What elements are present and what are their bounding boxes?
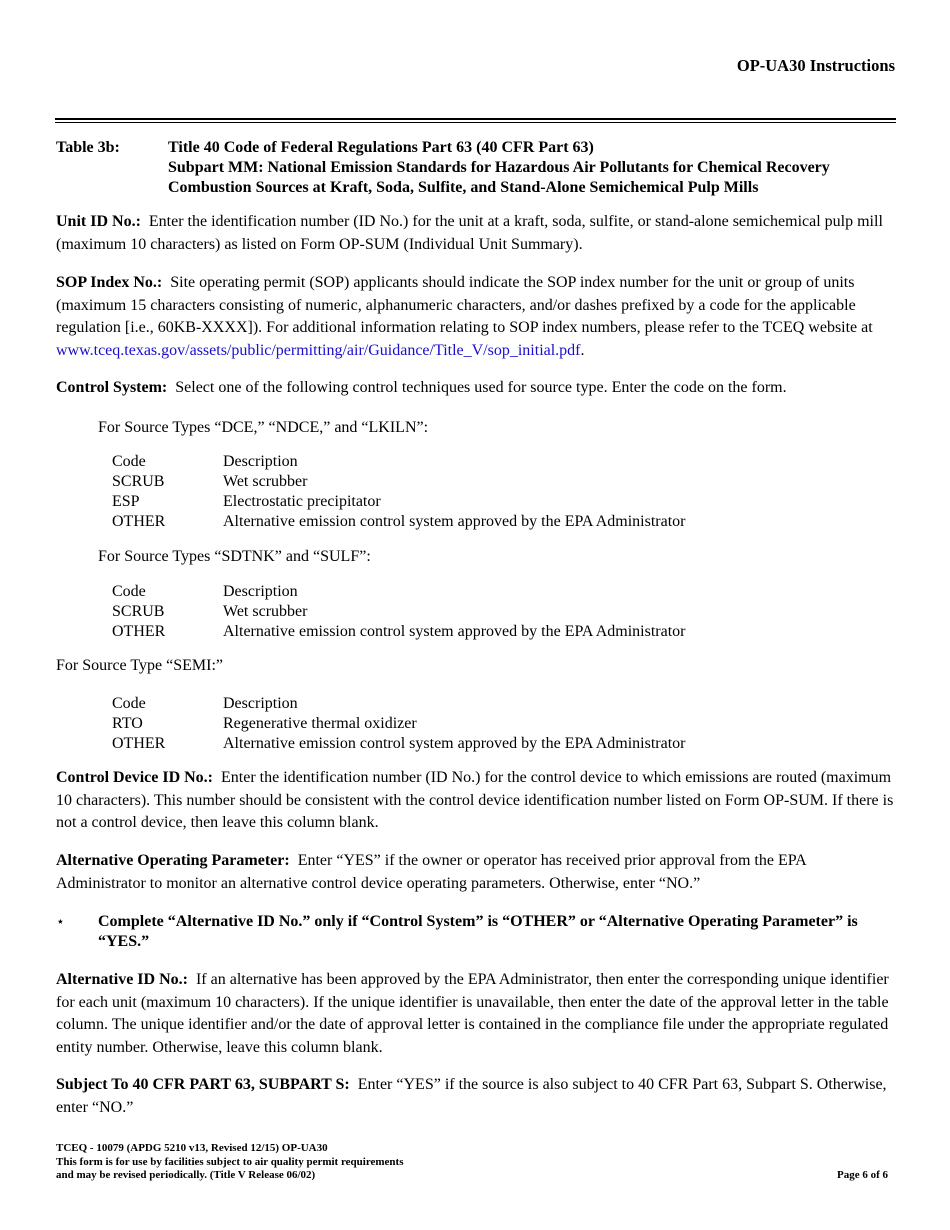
- control-system-text: Select one of the following control techniques used for source type. Enter the code on the form.: [175, 379, 787, 396]
- alt-id-paragraph: [56, 969, 898, 1059]
- code-table-header: [112, 452, 812, 472]
- table-title-line: Subpart MM: National Emission Standards for Hazardous Air Pollutants for Chemical Recovery: [168, 159, 830, 176]
- code-column-header: Code: [112, 453, 146, 470]
- code-row: [112, 734, 812, 754]
- code-row: [112, 622, 812, 642]
- code-cell: OTHER: [112, 735, 166, 752]
- control-system-paragraph: [56, 377, 898, 400]
- page-number: Page 6 of 6: [836, 1169, 888, 1181]
- alt-id-text: If an alternative has been approved by the EPA Administrator, then enter the corresponding unique identifier for each unit (maximum 10 characters). If the unique identifier is unavailable, then enter the date of the approval letter in the table column. The unique identifier and/or the date of approval letter is contained in the compliance file under the appropriate regulated entity number. Otherwise, leave this column blank.: [56, 971, 889, 1056]
- header-rule-thin: [55, 122, 896, 123]
- code-table: [112, 582, 812, 642]
- table-label: Table 3b:: [56, 139, 120, 156]
- description-cell: Alternative emission control system approved by the EPA Administrator: [223, 735, 686, 752]
- sop-index-text: Site operating permit (SOP) applicants should indicate the SOP index number for the unit or group of units (maximum 15 characters consisting of numeric, alphanumeric characters, and/or dashes prefixed by a code for the applicable regulation [i.e., 60KB-XXXX]). For additional information relating to SOP index numbers, please refer to the TCEQ website at: [56, 274, 873, 336]
- code-row: [112, 602, 812, 622]
- footer-line: and may be revised periodically. (Title V Release 06/02): [56, 1169, 316, 1181]
- control-system-label: Control System:: [56, 379, 168, 396]
- alt-param-text: Enter “YES” if the owner or operator has received prior approval from the EPA Administrator to monitor an alternative control device operating parameters. Otherwise, enter “NO.”: [56, 852, 806, 892]
- unit-id-label: Unit ID No.:: [56, 213, 141, 230]
- control-device-paragraph: [56, 767, 898, 835]
- source-group-heading: For Source Types “SDTNK” and “SULF”:: [98, 548, 371, 565]
- code-cell: SCRUB: [112, 603, 165, 620]
- code-table-header: [112, 582, 812, 602]
- subpart-s-text: Enter “YES” if the source is also subject to 40 CFR Part 63, Subpart S. Otherwise, enter “NO.”: [56, 1076, 887, 1116]
- code-row: [112, 472, 812, 492]
- alt-id-label: Alternative ID No.:: [56, 971, 188, 988]
- note-text: Complete “Alternative ID No.” only if “Control System” is “OTHER” or “Alternative Operating Parameter” is “YES.”: [98, 913, 858, 950]
- description-cell: Wet scrubber: [223, 603, 308, 620]
- control-device-label: Control Device ID No.:: [56, 769, 214, 786]
- description-column-header: Description: [223, 695, 298, 712]
- description-column-header: Description: [223, 453, 298, 470]
- code-cell: SCRUB: [112, 473, 165, 490]
- code-cell: RTO: [112, 715, 143, 732]
- description-cell: Electrostatic precipitator: [223, 493, 381, 510]
- page-header-title: OP-UA30 Instructions: [736, 56, 895, 75]
- code-row: [112, 492, 812, 512]
- description-cell: Alternative emission control system approved by the EPA Administrator: [223, 513, 686, 530]
- table-title-line: Combustion Sources at Kraft, Soda, Sulfite, and Stand-Alone Semichemical Pulp Mills: [168, 179, 759, 196]
- header-rule-thick: [55, 118, 896, 120]
- description-cell: Wet scrubber: [223, 473, 308, 490]
- unit-id-text: Enter the identification number (ID No.) for the unit at a kraft, soda, sulfite, or stand-alone semichemical pulp mill (maximum 10 characters) as listed on Form OP-SUM (Individual Unit Summary).: [56, 213, 883, 253]
- sop-index-end: .: [580, 341, 585, 359]
- subpart-s-paragraph: [56, 1074, 898, 1119]
- footer-line: TCEQ - 10079 (APDG 5210 v13, Revised 12/15) OP-UA30: [56, 1142, 328, 1154]
- alt-param-label: Alternative Operating Parameter:: [56, 852, 290, 869]
- alt-param-paragraph: [56, 850, 898, 895]
- code-row: [112, 714, 812, 734]
- unit-id-paragraph: [56, 211, 898, 256]
- footer-form-info: [56, 1142, 404, 1183]
- footer-line: This form is for use by facilities subject to air quality permit requirements: [56, 1155, 404, 1168]
- code-column-header: Code: [112, 695, 146, 712]
- subpart-s-label: Subject To 40 CFR PART 63, SUBPART S:: [56, 1076, 350, 1093]
- code-table: [112, 694, 812, 754]
- code-row: [112, 512, 812, 532]
- code-cell: OTHER: [112, 623, 166, 640]
- sop-index-paragraph: [56, 272, 898, 362]
- code-cell: OTHER: [112, 513, 166, 530]
- control-device-text: Enter the identification number (ID No.) for the control device to which emissions are routed (maximum 10 characters). This number should be consistent with the control device identification number listed on Form OP-SUM. If there is not a control device, then leave this column blank.: [56, 769, 894, 831]
- description-cell: Alternative emission control system approved by the EPA Administrator: [223, 623, 686, 640]
- star-icon: ⋆: [56, 914, 65, 930]
- sop-index-label: SOP Index No.:: [56, 274, 163, 291]
- sop-index-link[interactable]: www.tceq.texas.gov/assets/public/permitting/air/Guidance/Title_V/sop_initial.pdf: [56, 341, 581, 359]
- description-column-header: Description: [223, 583, 298, 600]
- code-table-header: [112, 694, 812, 714]
- code-cell: ESP: [112, 493, 140, 510]
- code-table: [112, 452, 812, 532]
- source-group-heading: For Source Type “SEMI:”: [56, 657, 223, 674]
- description-cell: Regenerative thermal oxidizer: [223, 715, 417, 732]
- code-column-header: Code: [112, 583, 146, 600]
- source-group-heading: For Source Types “DCE,” “NDCE,” and “LKILN”:: [98, 419, 429, 436]
- table-title-line: Title 40 Code of Federal Regulations Part 63 (40 CFR Part 63): [168, 139, 594, 156]
